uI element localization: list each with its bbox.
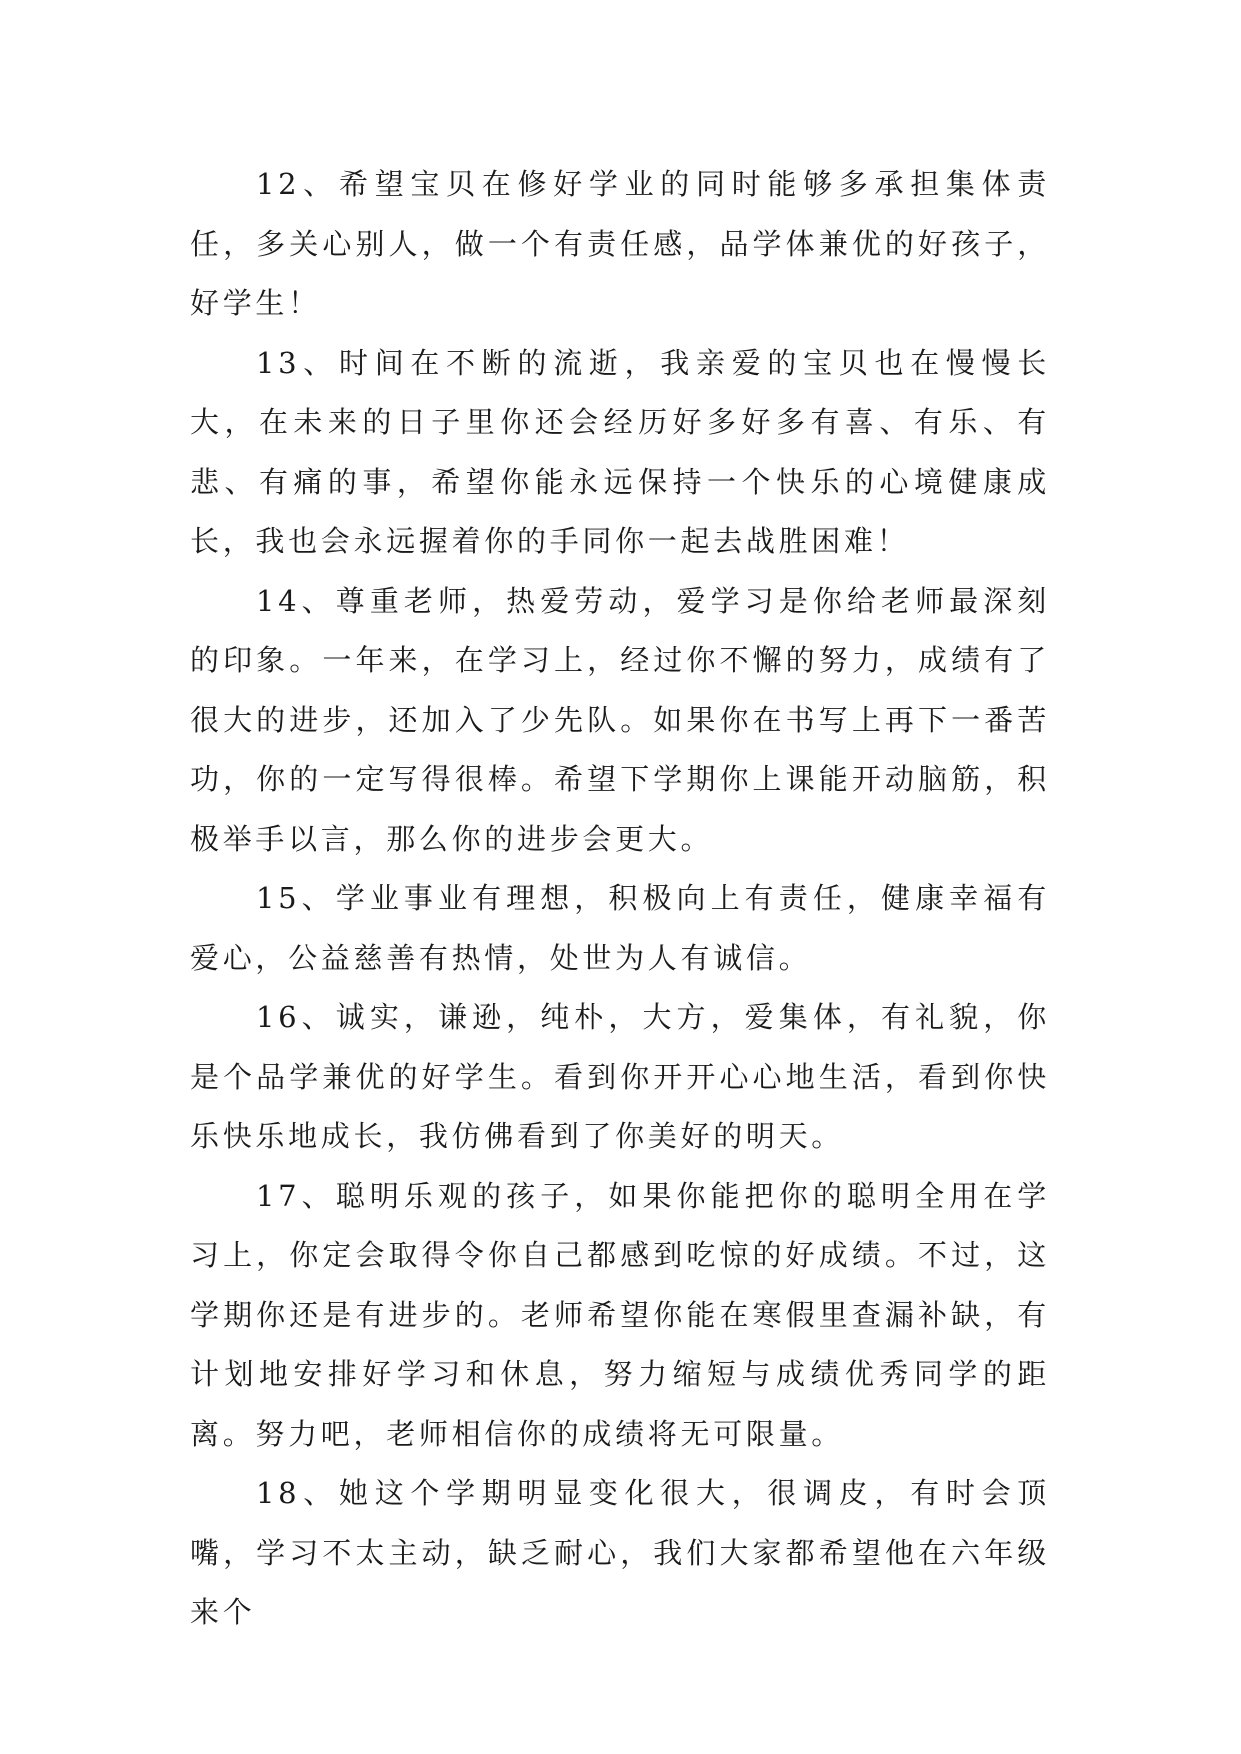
paragraph-16: 16、诚实，谦逊，纯朴，大方，爱集体，有礼貌，你是个品学兼优的好学生。看到你开开心心地生活，看到你快乐快乐地成长，我仿佛看到了你美好的明天。 [190,1000,1050,1153]
document-body [190,155,1050,1643]
paragraph-15: 15、学业事业有理想，积极向上有责任，健康幸福有爱心，公益慈善有热情，处世为人有诚信。 [190,881,1050,975]
paragraph-12: 12、希望宝贝在修好学业的同时能够多承担集体责任，多关心别人，做一个有责任感，品学体兼优的好孩子，好学生！ [190,167,1050,320]
paragraph-18: 18、她这个学期明显变化很大，很调皮，有时会顶嘴，学习不太主动，缺乏耐心，我们大家都希望他在六年级来个 [190,1476,1050,1629]
paragraph-17: 17、聪明乐观的孩子，如果你能把你的聪明全用在学习上，你定会取得令你自己都感到吃惊的好成绩。不过，这学期你还是有进步的。老师希望你能在寒假里查漏补缺，有计划地安排好学习和休息，努力缩短与成绩优秀同学的距离。努力吧，老师相信你的成绩将无可限量。 [190,1178,1050,1451]
paragraph-13: 13、时间在不断的流逝，我亲爱的宝贝也在慢慢长大，在未来的日子里你还会经历好多好多有喜、有乐、有悲、有痛的事，希望你能永远保持一个快乐的心境健康成长，我也会永远握着你的手同你一起去战胜困难！ [190,345,1050,558]
paragraph-14: 14、尊重老师，热爱劳动，爱学习是你给老师最深刻的印象。一年来，在学习上，经过你不懈的努力，成绩有了很大的进步，还加入了少先队。如果你在书写上再下一番苦功，你的一定写得很棒。希望下学期你上课能开动脑筋，积极举手以言，那么你的进步会更大。 [190,583,1050,856]
